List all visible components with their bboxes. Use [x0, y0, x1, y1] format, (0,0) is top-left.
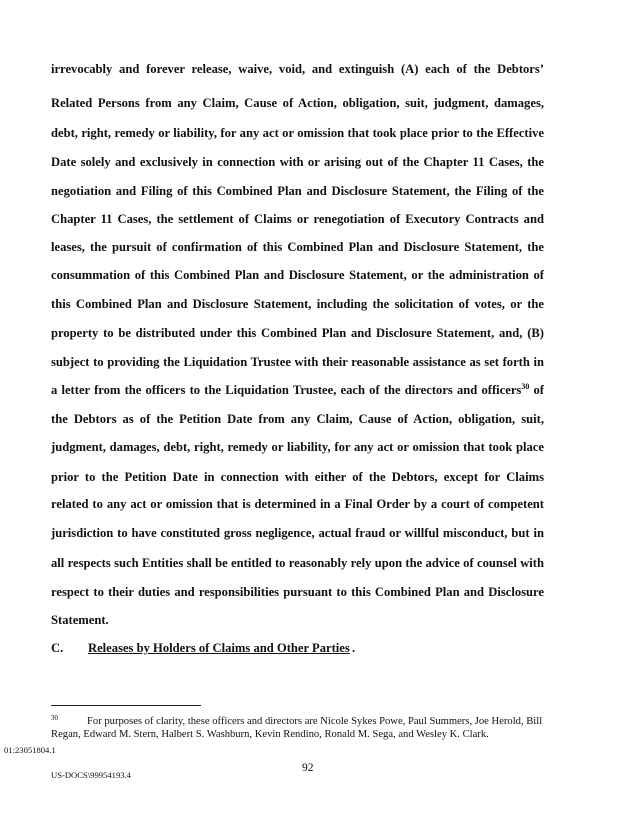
- body-line-2: Related Persons from any Claim, Cause of Action, obligation, suit, judgment, damages,: [51, 96, 544, 110]
- body-line-17: jurisdiction to have constituted gross negligence, actual fraud or willful misconduct, but in: [51, 526, 544, 540]
- body-line-1: irrevocably and forever release, waive, void, and extinguish (A) each of the Debtors’: [51, 62, 544, 76]
- body-line-16: related to any act or omission that is determined in a Final Order by a court of competent: [51, 497, 544, 511]
- footnote-line-1: For purposes of clarity, these officers and directors are Nicole Sykes Powe, Paul Summers, Joe Herold, Bill: [87, 716, 543, 727]
- footnote-line-2: Regan, Edward M. Stern, Halbert S. Washburn, Kevin Rendino, Ronald M. Sega, and Wesley K. Clark.: [51, 729, 489, 740]
- body-line-7: leases, the pursuit of confirmation of this Combined Plan and Disclosure Statement, the: [51, 240, 544, 254]
- body-line-14: judgment, damages, debt, right, remedy or liability, for any act or omission that took place: [51, 440, 544, 454]
- footnote-number: [51, 711, 58, 725]
- body-line-15: prior to the Petition Date in connection with either of the Debtors, except for Claims: [51, 470, 544, 484]
- body-line-9: this Combined Plan and Disclosure Statement, including the solicitation of votes, or the: [51, 297, 544, 311]
- body-line-13: the Debtors as of the Petition Date from any Claim, Cause of Action, obligation, suit,: [51, 412, 544, 426]
- body-line-3: debt, right, remedy or liability, for any act or omission that took place prior to the Effective: [51, 126, 544, 140]
- footnote-number-mark: 30: [51, 714, 58, 722]
- body-line-12: [51, 383, 544, 398]
- document-id-2: US-DOCS\99954193.4: [51, 770, 131, 780]
- body-line-8: consummation of this Combined Plan and Disclosure Statement, or the administration of: [51, 268, 544, 282]
- page-number: 92: [302, 762, 314, 774]
- body-line-19: respect to their duties and responsibilities pursuant to this Combined Plan and Disclosure: [51, 585, 544, 599]
- body-line-11: subject to providing the Liquidation Trustee with their reasonable assistance as set forth in: [51, 355, 544, 369]
- body-line-6: Chapter 11 Cases, the settlement of Claims or renegotiation of Executory Contracts and: [51, 212, 544, 226]
- body-line-5: negotiation and Filing of this Combined Plan and Disclosure Statement, the Filing of the: [51, 184, 544, 198]
- body-line-18: all respects such Entities shall be entitled to reasonably rely upon the advice of counsel with: [51, 556, 544, 570]
- body-line-4: Date solely and exclusively in connection with or arising out of the Chapter 11 Cases, the: [51, 155, 544, 169]
- section-letter: C.: [51, 641, 64, 655]
- body-line-10: property to be distributed under this Combined Plan and Disclosure Statement, and, (B): [51, 326, 544, 340]
- document-id-1: 01:23051804.1: [4, 745, 56, 755]
- section-title: Releases by Holders of Claims and Other Parties: [88, 641, 350, 655]
- section-period: .: [352, 641, 356, 655]
- body-line-last: Statement.: [51, 613, 109, 627]
- footnote-separator: [51, 705, 201, 706]
- body-line-12-text: a letter from the officers to the Liquidation Trustee, each of the directors and officers: [51, 383, 522, 397]
- body-line-12-end: of: [529, 383, 544, 397]
- footnote-reference: 30: [521, 381, 530, 391]
